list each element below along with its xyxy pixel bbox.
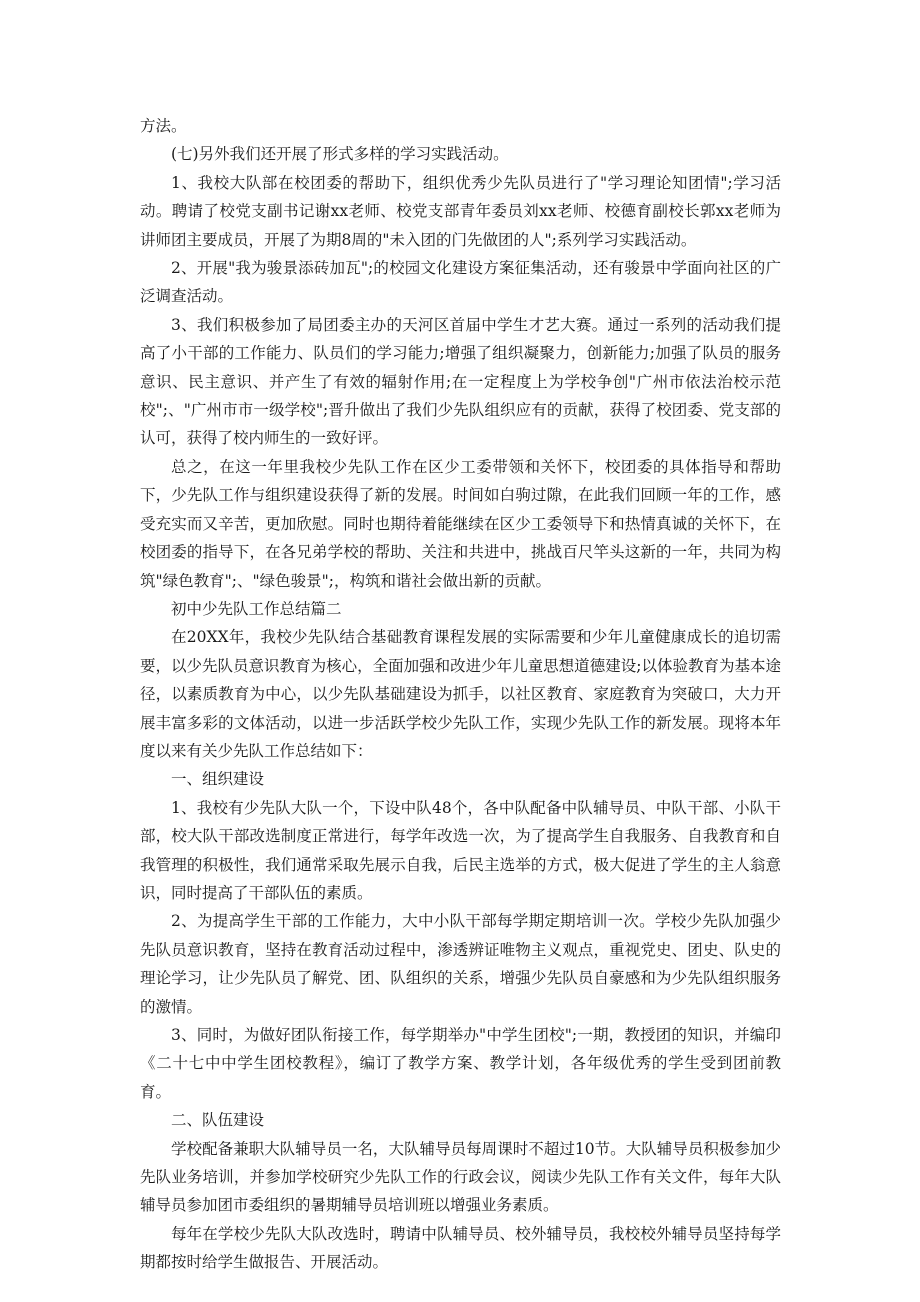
paragraph-practice-1: 1、我校大队部在校团委的帮助下，组织优秀少先队员进行了"学习理论知团情";学习活动。聘请了校党支副书记谢xx老师、校党支部青年委员刘xx老师、校德育副校长郭xx老师为讲师团主要成员，开展了为期8周的"未入团的门先做团的人";系列学习实践活动。: [140, 173, 781, 249]
heading-organization: 一、组织建设: [171, 770, 265, 789]
heading-team-building: 二、队伍建设: [171, 1111, 265, 1130]
paragraph-method-end: 方法。: [140, 117, 187, 135]
paragraph-organization-1: 1、我校有少先队大队一个，下设中队48个，各中队配备中队辅导员、中队干部、小队干部，校大队干部改选制度正常进行，每学年改选一次，为了提高学生自我服务、自我教育和自我管理的积极性，我们通常采取先展示自我，后民主选举的方式，极大促进了学生的主人翁意识，同时提高了干部队伍的素质。: [140, 798, 781, 902]
paragraph-practice-intro: (七)另外我们还开展了形式多样的学习实践活动。: [171, 145, 509, 164]
paragraph-practice-3: 3、我们积极参加了局团委主办的天河区首届中学生才艺大赛。通过一系列的活动我们提高了小干部的工作能力、队员们的学习能力;增强了组织凝聚力，创新能力;加强了队员的服务意识、民主意识、并产生了有效的辐射作用;在一定程度上为学校争创"广州市依法治校示范校";、"广州市市一级学校";晋升做出了我们少先队组织应有的贡献，获得了校团委、党支部的认可，获得了校内师生的一致好评。: [140, 315, 781, 448]
paragraph-team-building-1: 学校配备兼职大队辅导员一名，大队辅导员每周课时不超过10节。大队辅导员积极参加少先队业务培训，并参加学校研究少先队工作的行政会议，阅读少先队工作有关文件，每年大队辅导员参加团市委组织的暑期辅导员培训班以增强业务素质。: [140, 1139, 781, 1215]
paragraph-summary: 总之，在这一年里我校少先队工作在区少工委带领和关怀下，校团委的具体指导和帮助下，少先队工作与组织建设获得了新的发展。时间如白驹过隙，在此我们回顾一年的工作，感受充实而又辛苦，更加欣慰。同时也期待着能继续在区少工委领导下和热情真诚的关怀下，在校团委的指导下，在各兄弟学校的帮助、关注和共进中，挑战百尺竿头这新的一年，共同为构筑"绿色教育";、"绿色骏景";，构筑和谐社会做出新的贡献。: [140, 457, 781, 590]
paragraph-part-two-intro: 在20XX年，我校少先队结合基础教育课程发展的实际需要和少年儿童健康成长的追切需要，以少先队员意识教育为核心，全面加强和改进少年儿童思想道德建设;以体验教育为基本途径，以素质教育为中心，以少先队基础建设为抓手，以社区教育、家庭教育为突破口，大力开展丰富多彩的文体活动，以进一步活跃学校少先队工作，实现少先队工作的新发展。现将本年度以来有关少先队工作总结如下：: [140, 628, 781, 760]
paragraph-practice-2: 2、开展"我为骏景添砖加瓦";的校园文化建设方案征集活动，还有骏景中学面向社区的广泛调查活动。: [140, 259, 781, 306]
paragraph-organization-3: 3、同时，为做好团队衔接工作，每学期举办"中学生团校";一期，教授团的知识，并编印《二十七中中学生团校教程》，编订了教学方案、教学计划，各年级优秀的学生受到团前教育。: [140, 1026, 781, 1101]
paragraph-organization-2: 2、为提高学生干部的工作能力，大中小队干部每学期定期培训一次。学校少先队加强少先队员意识教育，坚持在教育活动过程中，渗透辨证唯物主义观点，重视党史、团史、队史的理论学习，让少先队员了解党、团、队组织的关系，增强少先队员自豪感和为少先队组织服务的激情。: [140, 912, 781, 1016]
section-title-part-two: 初中少先队工作总结篇二: [171, 599, 342, 618]
document-page: [140, 112, 781, 1277]
paragraph-team-building-2: 每年在学校少先队大队改选时，聘请中队辅导员、校外辅导员，我校校外辅导员坚持每学期都按时给学生做报告、开展活动。: [140, 1224, 781, 1272]
